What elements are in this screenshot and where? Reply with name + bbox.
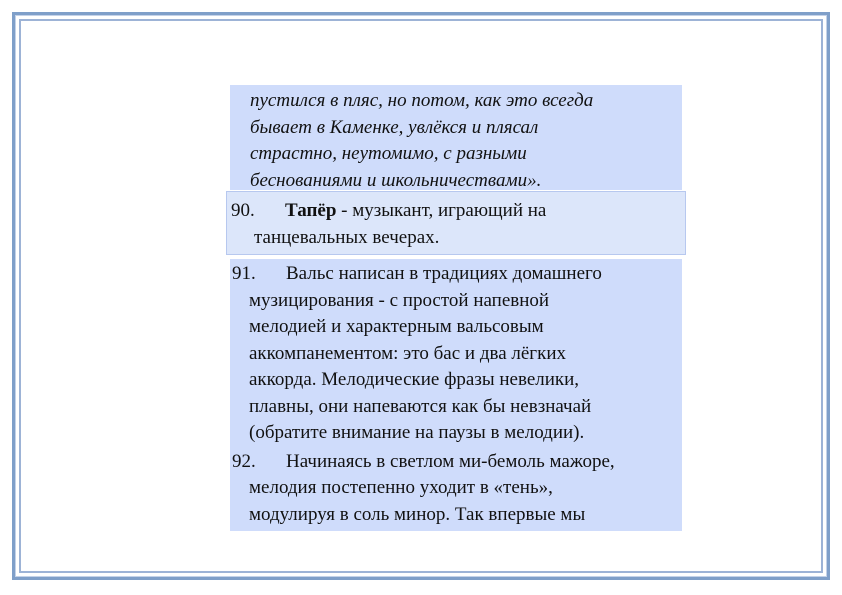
note-line: модулируя в соль минор. Так впервые мы bbox=[249, 503, 586, 525]
quote-line: пустился в пляс, но потом, как это всегда bbox=[250, 90, 594, 111]
note-text: - музыкант, играющий на bbox=[336, 200, 547, 221]
note-line: мелодия постепенно уходит в «тень», bbox=[249, 477, 553, 498]
note-number: 91. bbox=[232, 263, 256, 284]
note-line: танцевальных вечерах. bbox=[254, 226, 440, 248]
note-number: 90. bbox=[231, 200, 255, 221]
note-text: Начинаясь в светлом ми-бемоль мажоре, bbox=[286, 450, 615, 472]
note-item bbox=[230, 261, 674, 447]
quote-line: бывает в Каменке, увлёкся и плясал bbox=[250, 116, 539, 138]
note-line: (обратите внимание на паузы в мелодии). bbox=[249, 422, 585, 443]
quote-line: страстно, неутомимо, с разными bbox=[250, 143, 527, 164]
note-first-line bbox=[230, 261, 674, 288]
notes-91-92-block bbox=[230, 259, 682, 531]
note-first-line bbox=[230, 449, 674, 476]
note-item bbox=[231, 198, 677, 251]
note-line: аккомпанементом: это бас и два лёгких bbox=[249, 342, 566, 364]
note-line: музицирования - с простой напевной bbox=[249, 289, 550, 311]
note-90-block bbox=[226, 191, 686, 255]
quote-block bbox=[230, 85, 682, 190]
quote-line: беснованиями и школьничествами». bbox=[250, 169, 542, 191]
note-number: 92. bbox=[232, 450, 256, 472]
note-line: плавны, они напеваются как бы невзначай bbox=[249, 395, 592, 417]
note-line: мелодией и характерным вальсовым bbox=[249, 316, 544, 337]
note-text: Вальс написан в традициях домашнего bbox=[286, 263, 602, 284]
note-term: Тапёр bbox=[285, 200, 337, 221]
note-first-line bbox=[231, 198, 677, 225]
note-line: аккорда. Мелодические фразы невелики, bbox=[249, 369, 580, 390]
note-item bbox=[230, 449, 674, 529]
